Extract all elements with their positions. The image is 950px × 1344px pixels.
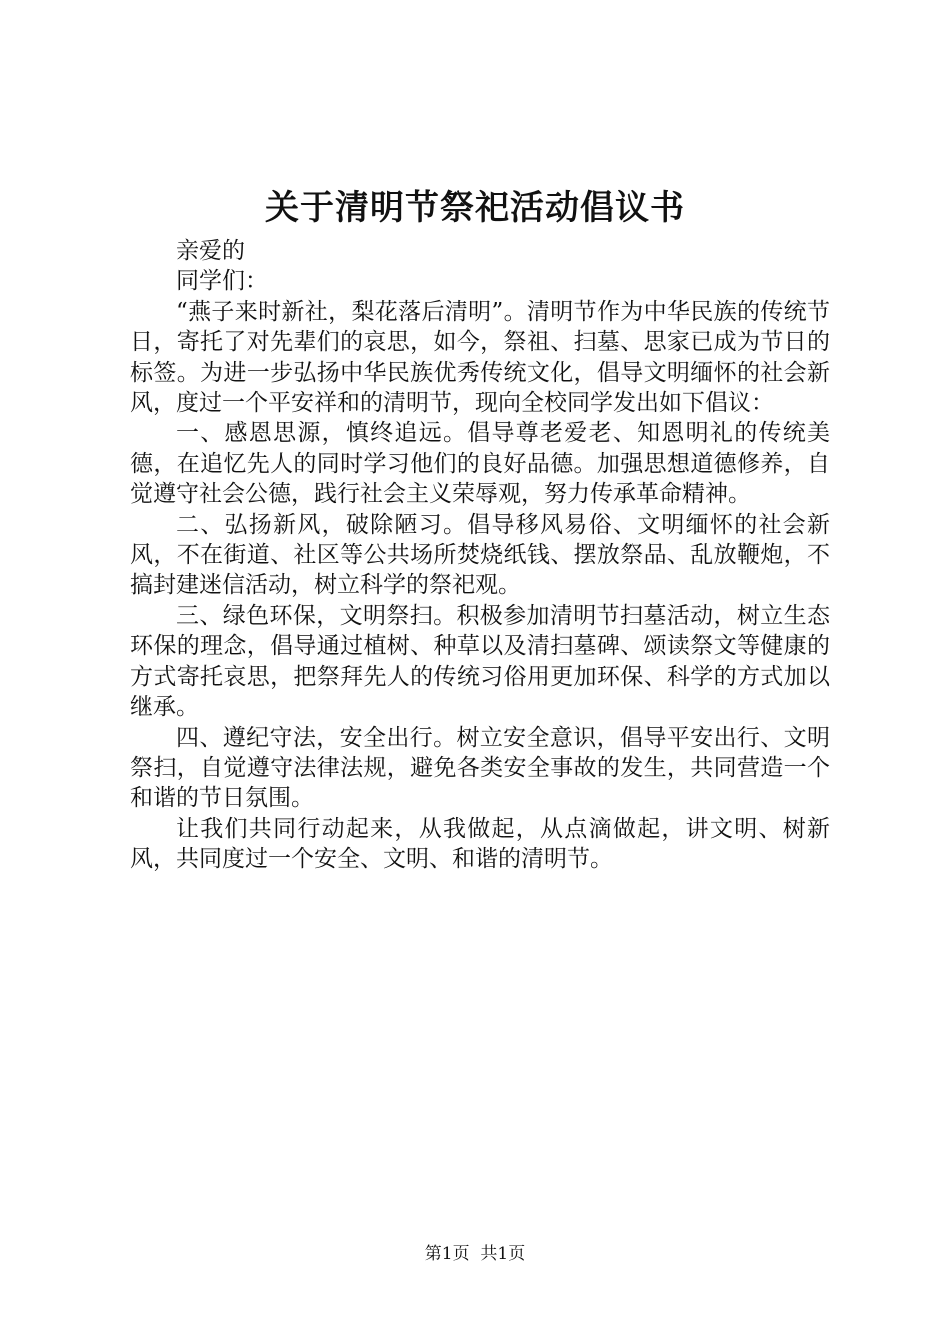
paragraph-closing: 让我们共同行动起来，从我做起，从点滴做起，讲文明、树新风，共同度过一个安全、文明、和谐的清明节。 (130, 815, 830, 873)
paragraph-point-1: 一、感恩思源，慎终追远。倡导尊老爱老、知恩明礼的传统美德，在追忆先人的同时学习他们的良好品德。加强思想道德修养，自觉遵守社会公德，践行社会主义荣辱观，努力传承革命精神。 (130, 420, 830, 508)
document-body (130, 236, 830, 875)
footer-spacer (470, 1244, 481, 1264)
paragraph-intro: “燕子来时新社，梨花落后清明”。清明节作为中华民族的传统节日，寄托了对先辈们的哀思，如今，祭祖、扫墓、思家已成为节日的标签。为进一步弘扬中华民族优秀传统文化，倡导文明缅怀的社会新风，度过一个平安祥和的清明节，现向全校同学发出如下倡议： (130, 298, 830, 417)
greeting-line-2: 同学们： (176, 268, 268, 295)
greeting-line-1: 亲爱的 (176, 238, 245, 264)
page-footer (0, 1242, 950, 1266)
page-number-total: 共1页 (480, 1244, 526, 1264)
paragraph-point-3: 三、绿色环保，文明祭扫。积极参加清明节扫墓活动，树立生态环保的理念，倡导通过植树、种草以及清扫墓碑、颂读祭文等健康的方式寄托哀思，把祭拜先人的传统习俗用更加环保、科学的方式加以继承。 (130, 602, 830, 721)
paragraph-point-4: 四、遵纪守法，安全出行。树立安全意识，倡导平安出行、文明祭扫，自觉遵守法律法规，避免各类安全事故的发生，共同营造一个和谐的节日氛围。 (130, 724, 830, 812)
paragraph-point-2: 二、弘扬新风，破除陋习。倡导移风易俗、文明缅怀的社会新风，不在街道、社区等公共场所焚烧纸钱、摆放祭品、乱放鞭炮，不搞封建迷信活动，树立科学的祭祀观。 (130, 511, 830, 599)
page-number-current: 第1页 (424, 1244, 470, 1264)
document-title: 关于清明节祭祀活动倡议书 (265, 188, 685, 228)
